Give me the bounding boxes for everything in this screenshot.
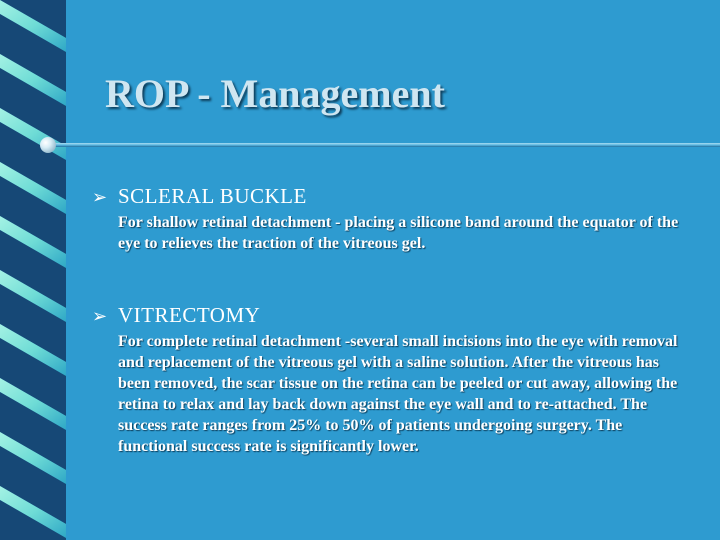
list-item-heading: SCLERAL BUCKLE — [118, 184, 307, 208]
list-item-heading: VITRECTOMY — [118, 303, 261, 327]
decorative-stripes — [0, 0, 82, 540]
title-divider — [48, 143, 720, 147]
list-item-scleral-buckle — [92, 183, 692, 254]
divider-knob-icon — [40, 137, 56, 153]
list-item-heading-row — [92, 183, 692, 211]
slide-title: ROP - Management — [105, 71, 445, 116]
list-item-description: For complete retinal detachment -several small incisions into the eye with removal and replacement of the vitreous gel with a saline solution. After the vitreous has been removed, the scar tissue on the retina can be peeled or cut away, allowing the retina to relax and lay back down against the eye wall and to re-attached. The success rate ranges from 25% to 50% of patients undergoing surgery. The functional success rate is significantly lower. — [118, 333, 678, 455]
arrow-bullet-icon: ➢ — [92, 187, 108, 208]
list-item-description: For shallow retinal detachment - placing a silicone band around the equator of the eye to relieves the traction of the vitreous gel. — [118, 214, 679, 252]
arrow-bullet-icon: ➢ — [92, 306, 108, 327]
list-item-heading-row — [92, 302, 692, 330]
list-item-vitrectomy — [92, 302, 692, 457]
